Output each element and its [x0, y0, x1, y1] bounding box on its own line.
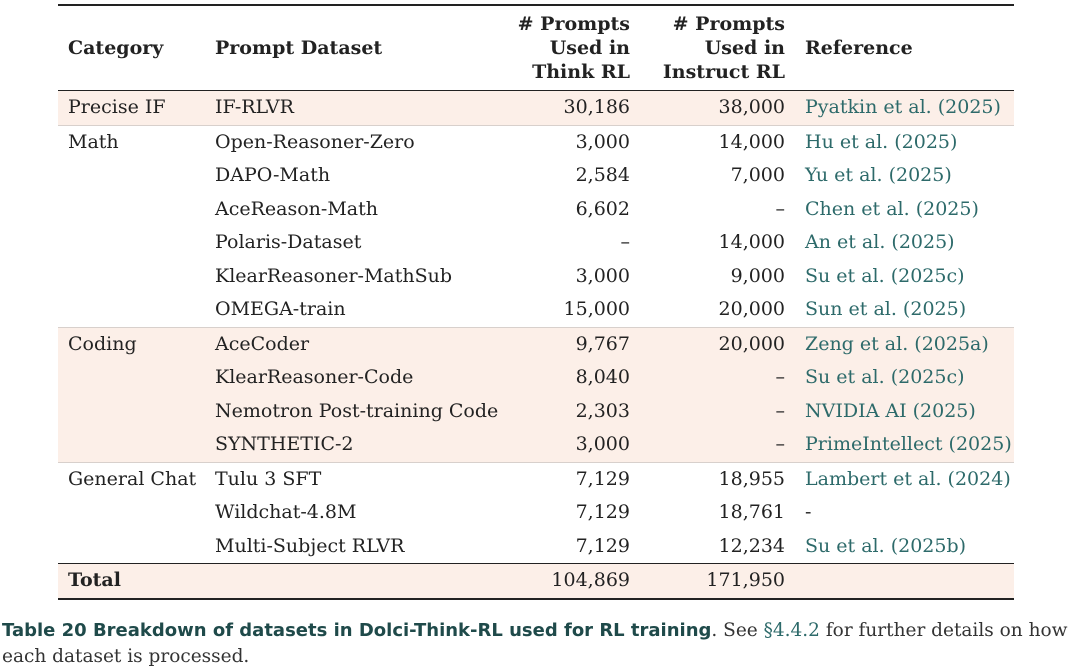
think-count-cell: 9,767 [505, 327, 640, 361]
header-think-line: Used in [549, 37, 630, 59]
table-row [58, 327, 1014, 361]
reference-close: ) [958, 298, 967, 320]
think-count-cell: 6,602 [575, 197, 630, 220]
reference-year-link[interactable]: 2025b [898, 534, 959, 557]
instruct-count-cell: – [640, 395, 795, 429]
table-row [58, 530, 1014, 564]
header-think-rl [505, 5, 640, 91]
instruct-count-cell: 18,761 [718, 501, 785, 523]
think-count-cell: 7,129 [505, 462, 640, 496]
think-count-cell: 15,000 [563, 298, 630, 320]
reference-year-link[interactable]: 2025 [895, 164, 945, 186]
reference-cell [795, 193, 1014, 227]
category-cell [58, 428, 205, 462]
think-count-cell: 30,186 [505, 91, 640, 126]
reference-name: Su et al. ( [805, 534, 899, 557]
category-cell: Precise IF [58, 91, 205, 126]
instruct-count-cell: 14,000 [640, 125, 795, 159]
category-cell [58, 226, 205, 260]
think-count-cell: 3,000 [505, 428, 640, 462]
header-think-line: # Prompts [517, 13, 630, 35]
reference-year-link[interactable]: 2024 [954, 467, 1004, 490]
reference-year-link[interactable]: 2025 [901, 130, 951, 153]
dataset-cell: Nemotron Post-training Code [205, 395, 505, 429]
reference-name: Hu et al. ( [805, 130, 902, 153]
reference-year-link[interactable]: 2025 [955, 433, 1005, 455]
instruct-count-cell: 14,000 [718, 231, 785, 253]
reference-year-link[interactable]: 2025 [910, 298, 959, 320]
dataset-cell: Tulu 3 SFT [205, 462, 505, 496]
think-count-cell: 7,129 [575, 501, 630, 523]
reference-name: Zeng et al. ( [805, 332, 922, 355]
reference-cell [795, 91, 1014, 126]
table-header-row [58, 5, 1014, 91]
caption-text-before: . See [711, 620, 764, 641]
think-count-cell: 2,303 [505, 395, 640, 429]
reference-name: Lambert et al. ( [805, 467, 955, 490]
reference-year-link[interactable]: 2025a [921, 332, 982, 355]
table-caption [2, 618, 1078, 670]
dataset-table-container [58, 4, 1014, 600]
dataset-cell: KlearReasoner-MathSub [215, 264, 453, 287]
category-cell [58, 159, 205, 193]
header-instruct-rl [640, 5, 795, 91]
reference-cell [795, 260, 1014, 294]
reference-close: ) [958, 534, 967, 557]
table-row [58, 428, 1014, 462]
header-category: Category [68, 37, 164, 59]
reference-cell [795, 428, 1014, 462]
table-row [58, 125, 1014, 159]
category-cell [58, 260, 205, 294]
reference-close: ) [993, 96, 1001, 118]
reference-cell [795, 293, 1014, 327]
think-count-cell: – [620, 231, 630, 253]
reference-close: ) [950, 130, 958, 153]
category-cell: General Chat [58, 462, 205, 496]
reference-year-link[interactable]: 2025 [923, 197, 972, 220]
reference-name: An et al. ( [805, 231, 899, 253]
category-cell [58, 361, 205, 395]
table-row [58, 193, 1014, 227]
category-cell: Math [58, 125, 205, 159]
reference-cell [795, 125, 1014, 159]
dataset-cell: Multi-Subject RLVR [215, 534, 405, 557]
category-cell: Coding [58, 327, 205, 361]
table-row [58, 361, 1014, 395]
table-body [58, 91, 1014, 599]
total-instruct-count: 171,950 [640, 564, 795, 599]
dataset-breakdown-table [58, 4, 1014, 600]
instruct-count-cell: 7,000 [730, 164, 785, 186]
category-cell [58, 496, 205, 530]
dataset-cell: AceReason-Math [215, 197, 378, 220]
table-row [58, 395, 1014, 429]
reference-year-link[interactable]: 2025c [898, 366, 958, 388]
header-think-line: Think RL [532, 61, 630, 83]
category-cell [58, 193, 205, 227]
reference-close: ) [957, 264, 965, 287]
instruct-count-cell: – [640, 428, 795, 462]
caption-text-after: for further details on how each dataset is processed. [2, 620, 1068, 667]
think-count-cell: 3,000 [575, 264, 630, 287]
reference-cell [795, 395, 1014, 429]
total-label: Total [58, 564, 205, 599]
instruct-count-cell: 20,000 [640, 327, 795, 361]
reference-close: ) [981, 332, 989, 355]
reference-year-link[interactable]: 2025 [920, 399, 969, 422]
reference-cell [795, 327, 1014, 361]
instruct-count-cell: 9,000 [730, 264, 785, 287]
caption-title: Table 20 Breakdown of datasets in Dolci-Think-RL used for RL training [2, 620, 712, 641]
instruct-count-cell: 12,234 [718, 534, 785, 557]
reference-cell [795, 462, 1014, 496]
total-row [58, 564, 1014, 599]
category-cell [58, 293, 205, 327]
table-row [58, 226, 1014, 260]
reference-close: ) [944, 164, 952, 186]
dataset-cell: Open-Reasoner-Zero [205, 125, 505, 159]
instruct-count-cell: – [775, 197, 785, 220]
total-think-count: 104,869 [505, 564, 640, 599]
reference-name: Yu et al. ( [805, 164, 896, 186]
reference-name: Sun et al. ( [805, 298, 911, 320]
total-reference-cell [795, 564, 1014, 599]
reference-close: ) [1004, 433, 1012, 455]
reference-cell [795, 496, 1014, 530]
table-row [58, 159, 1014, 193]
reference-close: ) [957, 366, 965, 388]
header-instruct-line: Used in [704, 37, 785, 59]
dataset-cell: SYNTHETIC-2 [205, 428, 505, 462]
reference-close: ) [968, 399, 976, 422]
instruct-count-cell: – [640, 361, 795, 395]
dataset-cell: KlearReasoner-Code [205, 361, 505, 395]
reference-cell [795, 226, 1014, 260]
reference-close: ) [1003, 467, 1011, 490]
instruct-count-cell: 38,000 [640, 91, 795, 126]
dataset-cell: DAPO-Math [215, 164, 331, 186]
reference-cell [795, 159, 1014, 193]
header-prompt-dataset: Prompt Dataset [215, 37, 383, 59]
think-count-cell: 3,000 [505, 125, 640, 159]
table-row [58, 462, 1014, 496]
reference-close: ) [947, 231, 955, 253]
reference-cell [795, 530, 1014, 564]
table-row [58, 91, 1014, 126]
table-row [58, 293, 1014, 327]
header-instruct-line: Instruct RL [662, 61, 785, 83]
think-count-cell: 8,040 [505, 361, 640, 395]
reference-name: Su et al. ( [805, 366, 899, 388]
reference-name: Chen et al. ( [805, 197, 924, 220]
instruct-count-cell: 18,955 [640, 462, 795, 496]
dataset-cell: OMEGA-train [215, 298, 346, 320]
table-row [58, 496, 1014, 530]
dataset-cell: AceCoder [205, 327, 505, 361]
table-row [58, 260, 1014, 294]
header-instruct-line: # Prompts [672, 13, 785, 35]
dataset-cell: Wildchat-4.8M [215, 501, 357, 523]
category-cell [58, 395, 205, 429]
reference-name: Su et al. ( [805, 264, 899, 287]
instruct-count-cell: 20,000 [718, 298, 785, 320]
reference-year-link[interactable]: 2025c [898, 264, 958, 287]
dataset-cell: Polaris-Dataset [215, 231, 362, 253]
section-link[interactable]: §4.4.2 [763, 620, 820, 641]
think-count-cell: 2,584 [575, 164, 630, 186]
think-count-cell: 7,129 [575, 534, 630, 557]
dataset-cell: IF-RLVR [205, 91, 505, 126]
reference-close: ) [971, 197, 979, 220]
reference-cell [795, 361, 1014, 395]
reference-name: - [805, 501, 812, 523]
header-reference: Reference [805, 37, 913, 59]
category-cell [58, 530, 205, 564]
total-dataset-cell [205, 564, 505, 599]
reference-name: PrimeIntellect ( [805, 433, 956, 455]
reference-name: Pyatkin et al. ( [805, 96, 946, 118]
reference-year-link[interactable]: 2025 [898, 231, 948, 253]
reference-year-link[interactable]: 2025 [945, 96, 994, 118]
reference-name: NVIDIA AI ( [805, 399, 921, 422]
